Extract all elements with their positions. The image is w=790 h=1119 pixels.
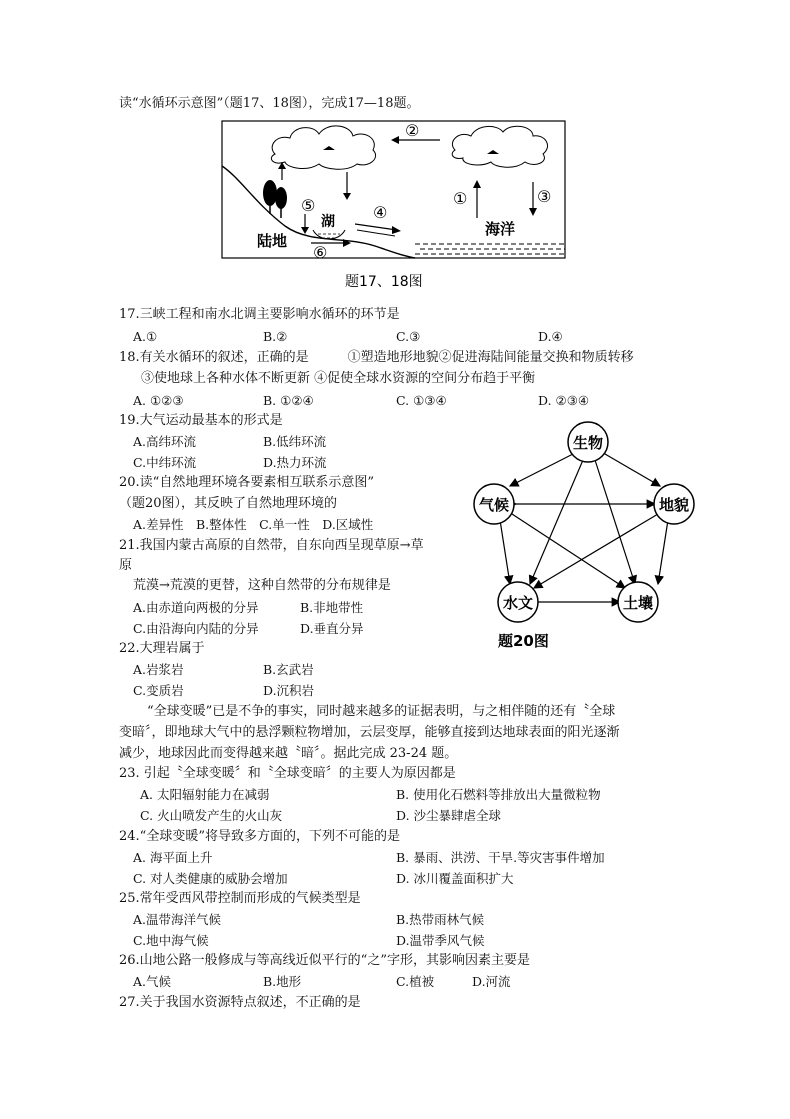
q22-stem: 22.大理岩属于 — [119, 641, 205, 656]
q21-stem: 21.我国内蒙古高原的自然带，自东向西呈现草原→草 — [119, 538, 424, 553]
node-soil-label: 土壤 — [622, 594, 654, 612]
elements-figure — [470, 420, 700, 652]
q25-stem: 25.常年受西风带控制而形成的气候类型是 — [119, 891, 361, 906]
q26-stem: 26.山地公路一般修成与等高线近似平行的“之”字形，其影响因素主要是 — [119, 953, 530, 968]
q22-option-a[interactable]: A.岩浆岩 — [133, 662, 184, 677]
marker-4: ④ — [373, 203, 388, 222]
ocean-cloud — [452, 126, 547, 167]
q18-stem: 18.有关水循环的叙述，正确的是 ①塑造地形地貌②促进海陆间能量交换和物质转移 — [119, 350, 634, 365]
q17-option-b[interactable]: B.② — [263, 329, 288, 344]
q19-stem: 19.大气运动最基本的形式是 — [119, 413, 283, 428]
q22-option-b[interactable]: B.玄武岩 — [263, 662, 314, 677]
q21-option-b[interactable]: B.非地带性 — [300, 600, 364, 615]
q19-option-d[interactable]: D.热力环流 — [263, 455, 327, 470]
node-bio-label: 生物 — [572, 434, 604, 452]
q24-option-b[interactable]: B. 暴雨、洪涝、干旱.等灾害事件增加 — [396, 850, 605, 865]
q24-option-d[interactable]: D. 冰川覆盖面积扩大 — [396, 871, 514, 886]
land-label: 陆地 — [257, 232, 288, 250]
q17-option-d[interactable]: D.④ — [538, 329, 563, 344]
passage-line3: 减少，地球因此而变得越来越〝暗〞。据此完成 23-24 题。 — [119, 746, 458, 761]
q24-stem: 24.“全球变暖”将导致多方面的，下列不可能的是 — [119, 829, 400, 844]
q21-stem2: 荒漠→荒漠的更替，这种自然带的分布规律是 — [133, 578, 391, 593]
q20-options[interactable]: A.差异性 B.整体性 C.单一性 D.区域性 — [133, 517, 374, 532]
q23-option-d[interactable]: D. 沙尘暴肆虐全球 — [396, 808, 502, 823]
q26-option-b[interactable]: B.地形 — [263, 974, 302, 989]
q18-option-d[interactable]: D. ②③④ — [538, 393, 590, 408]
q17-option-a[interactable]: A.① — [133, 329, 158, 344]
q21-stem-b: 原 — [119, 558, 133, 573]
q26-option-c[interactable]: C.植被 — [396, 974, 435, 989]
node-climate-label: 气候 — [478, 496, 510, 514]
q25-option-d[interactable]: D.温带季风气候 — [396, 933, 485, 948]
passage-line1: “全球变暖”已是不争的事实，同时越来越多的证据表明，与之相伴随的还有〝全球 — [147, 704, 616, 719]
q21-option-d[interactable]: D.垂直分异 — [300, 621, 364, 636]
q22-option-c[interactable]: C.变质岩 — [133, 683, 184, 698]
q23-option-a[interactable]: A. 太阳辐射能力在减弱 — [140, 787, 270, 802]
q23-option-c[interactable]: C. 火山喷发产生的火山灰 — [140, 808, 283, 823]
q21-option-a[interactable]: A.由赤道向两极的分异 — [133, 600, 259, 615]
figure-caption: 题17、18图 — [345, 274, 423, 290]
marker-6: ⑥ — [313, 243, 328, 262]
q27-stem: 27.关于我国水资源特点叙述，不正确的是 — [119, 995, 361, 1010]
q24-option-a[interactable]: A. 海平面上升 — [133, 850, 213, 865]
q23-option-b[interactable]: B. 使用化石燃料等排放出大量微粒物 — [396, 787, 601, 802]
land-cloud — [271, 126, 375, 169]
q18-option-b[interactable]: B. ①②④ — [263, 393, 314, 408]
q18-stem2: ③使地球上各种水体不断更新 ④促使全球水资源的空间分布趋于平衡 — [141, 371, 536, 386]
ocean-label: 海洋 — [485, 220, 516, 238]
water-cycle-figure — [215, 118, 570, 293]
q24-option-c[interactable]: C. 对人类健康的威胁会增加 — [133, 871, 288, 886]
marker-5: ⑤ — [301, 196, 316, 215]
marker-1: ① — [453, 189, 468, 208]
q21-option-c[interactable]: C.由沿海向内陆的分异 — [133, 621, 259, 636]
marker-2: ② — [405, 121, 420, 140]
q20-stem2: （题20图），其反映了自然地理环境的 — [119, 496, 338, 511]
q25-option-b[interactable]: B.热带雨林气候 — [396, 912, 485, 927]
tree-icon — [263, 180, 287, 218]
passage-line2: 变暗〞，即地球大气中的悬浮颗粒物增加，云层变厚，能够直接到达地球表面的阳光逐渐 — [119, 725, 620, 740]
lake-label: 湖 — [321, 214, 335, 230]
marker-3: ③ — [537, 187, 552, 206]
q19-option-a[interactable]: A.高纬环流 — [133, 434, 197, 449]
node-landform-label: 地貌 — [658, 496, 690, 514]
q17-option-c[interactable]: C.③ — [396, 329, 421, 344]
q18-option-c[interactable]: C. ①③④ — [396, 393, 447, 408]
q19-option-b[interactable]: B.低纬环流 — [263, 434, 327, 449]
q25-option-a[interactable]: A.温带海洋气候 — [133, 912, 222, 927]
node-hydro-label: 水文 — [502, 594, 534, 612]
q23-stem: 23. 引起〝全球变暖〞和〝全球变暗〞的主要人为原因都是 — [119, 766, 456, 781]
q17-stem: 17.三峡工程和南水北调主要影响水循环的环节是 — [119, 307, 400, 322]
q20-stem: 20.读“自然地理环境各要素相互联系示意图” — [119, 475, 374, 490]
q25-option-c[interactable]: C.地中海气候 — [133, 933, 209, 948]
intro-text: 读“水循环示意图”（题17、18图），完成17—18题。 — [119, 96, 420, 111]
q26-option-a[interactable]: A.气候 — [133, 974, 172, 989]
q18-option-a[interactable]: A. ①②③ — [133, 393, 184, 408]
q19-option-c[interactable]: C.中纬环流 — [133, 455, 197, 470]
q22-option-d[interactable]: D.沉积岩 — [263, 683, 315, 698]
fig2-caption: 题20图 — [498, 632, 549, 650]
q26-option-d[interactable]: D.河流 — [472, 974, 511, 989]
